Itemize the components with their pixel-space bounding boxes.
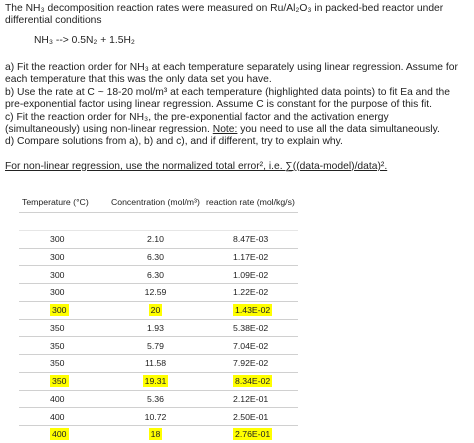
task-a-line-1: a) Fit the reaction order for NH₃ at each temperature separately using linear regression. Assume for: [5, 62, 458, 73]
document-body: [5, 3, 471, 173]
reaction-rate-cell: [203, 426, 298, 443]
reaction-rate-cell-value: 2.50E-01: [233, 411, 269, 422]
table-row: [19, 284, 298, 302]
header-concentration: Concentration (mol/m³): [111, 197, 200, 207]
temperature-cell: [19, 301, 108, 319]
concentration-cell: [108, 355, 203, 373]
header-spacer: [19, 213, 298, 231]
temperature-cell-value: 350: [50, 340, 65, 351]
task-list: [5, 62, 471, 149]
concentration-cell: [108, 248, 203, 266]
header-temperature: Temperature (°C): [22, 197, 89, 207]
temperature-cell-value: 300: [52, 305, 67, 316]
task-b-line-2: pre-exponential factor using linear regression. Assume C is constant for the purpose of this fit.: [5, 99, 432, 111]
reaction-rate-cell: [203, 230, 298, 248]
reaction-rate-cell: [203, 266, 298, 284]
table-row: [19, 301, 298, 319]
temperature-cell: [19, 319, 108, 337]
concentration-cell: [108, 319, 203, 337]
temperature-cell-value: 300: [50, 234, 65, 245]
reaction-rate-cell-value: 7.92E-02: [233, 358, 269, 369]
table-row: [19, 319, 298, 337]
temperature-cell: [19, 230, 108, 248]
concentration-cell-value: 5.79: [147, 340, 164, 351]
temperature-cell: [19, 337, 108, 355]
concentration-cell-value: 11.58: [144, 358, 167, 369]
reaction-rate-cell-value: 1.09E-02: [233, 269, 269, 280]
task-d: d) Compare solutions from a), b) and c), and if different, try to explain why.: [5, 136, 343, 148]
reaction-rate-cell-value: 2.12E-01: [233, 393, 269, 404]
table-header-row: [19, 192, 298, 213]
table-row: [19, 355, 298, 373]
temperature-cell-value: 300: [50, 269, 65, 280]
reaction-rate-cell: [203, 284, 298, 302]
temperature-cell-value: 400: [50, 393, 65, 404]
temperature-cell: [19, 284, 108, 302]
concentration-cell: [108, 426, 203, 443]
reaction-rate-cell: [203, 301, 298, 319]
nonlinear-regression-note: For non-linear regression, use the normalized total error², i.e. ∑((data-model)/data)².: [5, 160, 388, 172]
reaction-rate-cell-value: 7.04E-02: [233, 340, 269, 351]
table-row: [19, 372, 298, 390]
concentration-cell: [108, 284, 203, 302]
temperature-cell-value: 350: [50, 358, 65, 369]
concentration-cell: [108, 390, 203, 408]
note-label: Note:: [212, 124, 238, 136]
reaction-rate-cell-value: 8.47E-03: [233, 234, 269, 245]
temperature-cell-value: 400: [50, 411, 65, 422]
task-c-note-text: you need to use all the data simultaneously.: [237, 124, 440, 136]
reaction-rate-cell-value: 5.38E-02: [233, 322, 269, 333]
concentration-cell-value: 6.30: [147, 251, 164, 262]
temperature-cell: [19, 248, 108, 266]
table-body: [19, 230, 298, 443]
temperature-cell: [19, 266, 108, 284]
temperature-cell-value: 350: [50, 322, 65, 333]
temperature-cell-value: 350: [52, 376, 67, 387]
concentration-cell-value: 18: [150, 429, 161, 440]
concentration-cell-value: 10.72: [144, 411, 167, 422]
concentration-cell: [108, 230, 203, 248]
concentration-cell: [108, 372, 203, 390]
task-c-text: (simultaneously) using non-linear regression.: [5, 124, 213, 136]
table-row: [19, 248, 298, 266]
concentration-cell-value: 6.30: [147, 269, 164, 280]
table-row: [19, 390, 298, 408]
temperature-cell-value: 300: [50, 251, 65, 262]
concentration-cell-value: 12.59: [144, 287, 167, 298]
intro-line-1: The NH₃ decomposition reaction rates were measured on Ru/Al₂O₃ in packed-bed reactor under: [5, 3, 444, 14]
table-row: [19, 426, 298, 443]
header-reaction-rate: reaction rate (mol/kg/s): [206, 197, 295, 207]
reaction-rate-cell: [203, 390, 298, 408]
concentration-cell-value: 20: [150, 305, 161, 316]
concentration-cell-value: 1.93: [147, 322, 164, 333]
problem-intro: [5, 3, 471, 28]
reaction-equation: NH₃ --> 0.5N₂ + 1.5H₂: [34, 35, 135, 46]
reaction-rate-cell: [203, 319, 298, 337]
concentration-cell: [108, 301, 203, 319]
temperature-cell: [19, 372, 108, 390]
reaction-rate-cell-value: 1.17E-02: [233, 251, 269, 262]
task-c-line-1: c) Fit the reaction order for NH₃, the pre-exponential factor and the activation energy: [5, 111, 389, 123]
concentration-cell-value: 2.10: [147, 234, 164, 245]
reaction-rate-cell: [203, 337, 298, 355]
reaction-rate-cell: [203, 248, 298, 266]
task-c-line-2: [5, 124, 471, 136]
reaction-rate-cell-value: 8.34E-02: [235, 376, 271, 387]
concentration-cell-value: 19.31: [144, 376, 167, 387]
reaction-rate-cell: [203, 372, 298, 390]
reaction-rate-cell-value: 1.43E-02: [235, 305, 271, 316]
table-row: [19, 230, 298, 248]
concentration-cell-value: 5.36: [147, 393, 164, 404]
concentration-cell: [108, 337, 203, 355]
reaction-rate-cell-value: 2.76E-01: [235, 429, 271, 440]
intro-line-2: differential conditions: [5, 15, 102, 27]
reaction-rate-cell-value: 1.22E-02: [233, 287, 269, 298]
reaction-rate-cell: [203, 355, 298, 373]
temperature-cell: [19, 390, 108, 408]
temperature-cell-value: 400: [52, 429, 67, 440]
temperature-cell: [19, 355, 108, 373]
task-b-line-1: b) Use the rate at C ~ 18-20 mol/m³ at each temperature (highlighted data points) to fit Ea and the: [5, 86, 451, 98]
task-a-line-2: each temperature that this was the only data set you have.: [5, 74, 272, 86]
data-table: [19, 192, 298, 443]
temperature-cell: [19, 426, 108, 443]
temperature-cell-value: 300: [50, 287, 65, 298]
table-row: [19, 266, 298, 284]
table-row: [19, 337, 298, 355]
concentration-cell: [108, 266, 203, 284]
